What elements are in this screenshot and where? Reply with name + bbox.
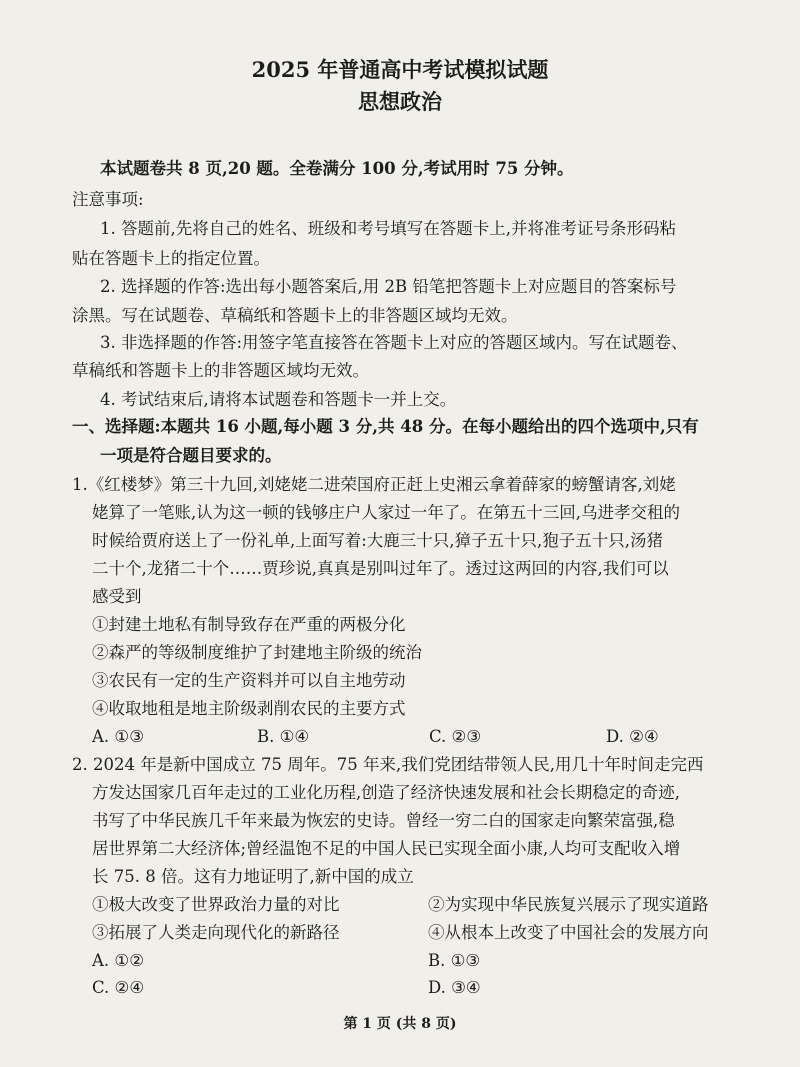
q2-option-d[interactable]: D. ③④ — [428, 978, 481, 997]
q2-option-c[interactable]: C. ②④ — [92, 978, 145, 997]
notice-line: 涂黑。写在试题卷、草稿纸和答题卡上的非答题区域均无效。 — [72, 306, 518, 325]
q2-stem: 长 75. 8 倍。这有力地证明了,新中国的成立 — [92, 867, 414, 886]
q2-statement: ④从根本上改变了中国社会的发展方向 — [428, 923, 709, 942]
q2-option-a[interactable]: A. ①② — [92, 951, 144, 970]
notice-line: 2. 选择题的作答:选出每小题答案后,用 2B 铅笔把答题卡上对应题目的答案标号 — [100, 277, 677, 296]
q1-option-b[interactable]: B. ①④ — [257, 727, 310, 746]
q2-stem: 书写了中华民族几千年来最为恢宏的史诗。曾经一穷二白的国家走向繁荣富强,稳 — [92, 811, 675, 830]
notice-heading: 注意事项: — [72, 190, 144, 209]
exam-title: 2025 年普通高中考试模拟试题 — [251, 57, 549, 82]
q1-statement: ①封建土地私有制导致存在严重的两极分化 — [92, 615, 406, 634]
q1-statement: ③农民有一定的生产资料并可以自主地劳动 — [92, 671, 406, 690]
q1-stem: 1.《红楼梦》第三十九回,刘姥姥二进荣国府正赶上史湘云拿着薛家的螃蟹请客,刘姥 — [72, 475, 676, 494]
page-footer: 第 1 页 (共 8 页) — [343, 1016, 457, 1032]
q2-stem: 居世界第二大经济体;曾经温饱不足的中国人民已实现全面小康,人均可支配收入增 — [92, 839, 681, 858]
notice-line: 4. 考试结束后,请将本试题卷和答题卡一并上交。 — [100, 390, 457, 409]
q1-statement: ④收取地租是地主阶级剥削农民的主要方式 — [92, 699, 406, 718]
intro-text: 本试题卷共 8 页,20 题。全卷满分 100 分,考试用时 75 分钟。 — [100, 159, 574, 178]
q2-option-b[interactable]: B. ①③ — [428, 951, 481, 970]
notice-line: 1. 答题前,先将自己的姓名、班级和考号填写在答题卡上,并将准考证号条形码粘 — [100, 219, 676, 238]
q1-option-a[interactable]: A. ①③ — [92, 727, 144, 746]
q2-statement: ③拓展了人类走向现代化的新路径 — [92, 923, 340, 942]
q2-stem: 方发达国家几百年走过的工业化历程,创造了经济快速发展和社会长期稳定的奇迹, — [92, 783, 680, 802]
q1-stem: 感受到 — [92, 587, 142, 606]
subject-title: 思想政治 — [358, 89, 442, 114]
section-heading: 一项是符合题目要求的。 — [100, 446, 282, 465]
q1-stem: 时候给贾府送上了一份礼单,上面写着:大鹿三十只,獐子五十只,狍子五十只,汤猪 — [92, 531, 664, 550]
q2-statement: ①极大改变了世界政治力量的对比 — [92, 895, 340, 914]
notice-line: 草稿纸和答题卡上的非答题区域均无效。 — [72, 361, 369, 380]
section-heading: 一、选择题:本题共 16 小题,每小题 3 分,共 48 分。在每小题给出的四个选项中,只有 — [72, 417, 699, 436]
q1-stem: 姥算了一笔账,认为这一顿的钱够庄户人家过一年了。在第五十三回,乌进孝交租的 — [92, 503, 680, 522]
q1-option-d[interactable]: D. ②④ — [606, 727, 659, 746]
q1-statement: ②森严的等级制度维护了封建地主阶级的统治 — [92, 643, 422, 662]
notice-line: 3. 非选择题的作答:用签字笔直接答在答题卡上对应的答题区域内。写在试题卷、 — [100, 333, 688, 352]
q2-statement: ②为实现中华民族复兴展示了现实道路 — [428, 895, 709, 914]
q1-option-c[interactable]: C. ②③ — [429, 727, 482, 746]
notice-line: 贴在答题卡上的指定位置。 — [72, 249, 270, 268]
q2-stem: 2. 2024 年是新中国成立 75 周年。75 年来,我们党团结带领人民,用几十年时间走完西 — [72, 755, 704, 774]
q1-stem: 二十个,龙猪二十个……贾珍说,真真是别叫过年了。透过这两回的内容,我们可以 — [92, 559, 669, 578]
